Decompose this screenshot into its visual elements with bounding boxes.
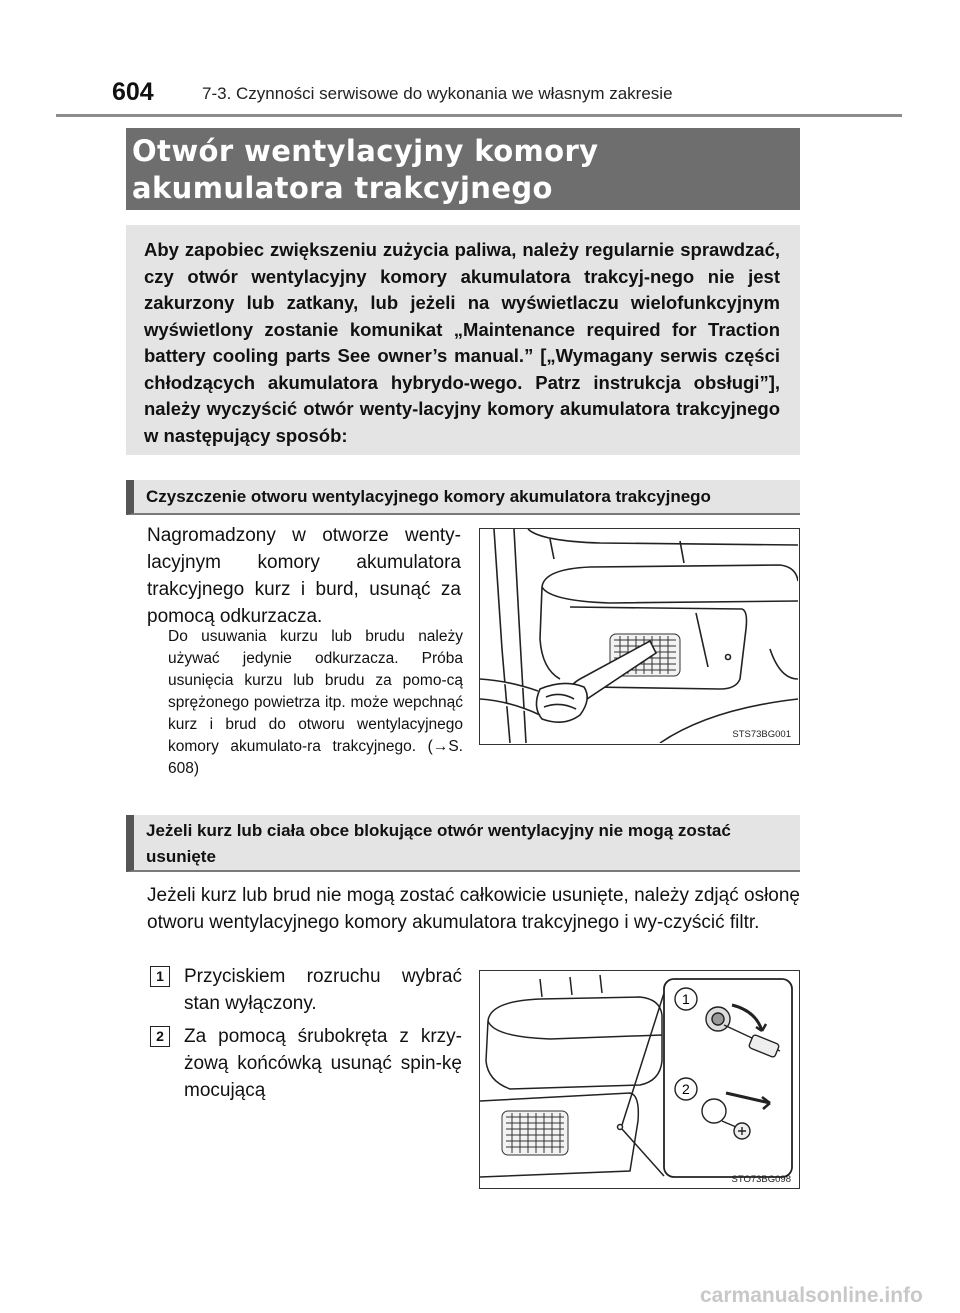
step-badge-1: 1 <box>150 966 170 987</box>
figure-code-2: STO73BG098 <box>731 1174 791 1185</box>
vacuum-illustration <box>480 529 798 743</box>
step-badge-2: 2 <box>150 1026 170 1047</box>
step-text-2: Za pomocą śrubokręta z krzy-żową końcówką usunąć spin-kę mocującą <box>184 1026 462 1101</box>
page-number: 604 <box>112 78 154 106</box>
figure-vacuum-cleaning <box>479 528 800 745</box>
vent-grille-2 <box>502 1111 568 1155</box>
callout-2: 2 <box>682 1081 690 1097</box>
watermark: carmanualsonline.info <box>700 1284 923 1307</box>
detail-inset <box>664 979 792 1177</box>
callout-1: 1 <box>682 991 690 1007</box>
step-text-1: Przyciskiem rozruchu wybrać stan wyłączony. <box>184 966 462 1014</box>
section-heading-cleaning: Czyszczenie otworu wentylacyjnego komory akumulatora trakcyjnego <box>126 480 800 515</box>
chapter-title: 7-3. Czynności serwisowe do wykonania we własnym zakresie <box>202 84 673 103</box>
section1-body: Nagromadzony w otworze wenty-lacyjnym komory akumulatora trakcyjnego kurz i burd, usunąć za pomocą odkurzacza. <box>147 525 461 627</box>
header-divider <box>56 114 902 117</box>
figure-code: STS73BG001 <box>732 729 791 740</box>
section-title-banner: Otwór wentylacyjny komory akumulatora trakcyjnego <box>126 128 800 210</box>
section2-body: Jeżeli kurz lub brud nie mogą zostać całkowicie usunięte, należy zdjąć osłonę otworu wentylacyjnego komory akumulatora trakcyjnego i wy-czyścić filtr. <box>147 885 800 933</box>
section1-note: Do usuwania kurzu lub brudu należy używać jedynie odkurzacza. Próba usunięcia kurzu lub brudu za pomo-cą sprężonego powietrza itp. może wepchnąć kurz i brud do otworu wentylacyjnego komory akumulato-ra trakcyjnego. (→S. 608) <box>168 628 463 777</box>
intro-text: Aby zapobiec zwiększeniu zużycia paliwa, należy regularnie sprawdzać, czy otwór wentylacyjny komory akumulatora trakcyj-nego nie jest zakurzony lub zatkany, lub jeżeli na wyświetlaczu wielofunkcyjnym wyświetlony zostanie komunikat „Maintenance required for Traction battery cooling parts See owner’s manual.” [„Wymagany serwis części chłodzących akumulatora hybrydo-wego. Patrz instrukcja obsługi”], należy wyczyścić otwór wenty-lacyjny komory akumulatora trakcyjnego w następujący sposób: <box>144 239 780 446</box>
clip-removal-illustration <box>480 971 798 1187</box>
section-heading-blocked: Jeżeli kurz lub ciała obce blokujące otwór wentylacyjny nie mogą zostać usunięte <box>126 815 800 872</box>
figure-clip-removal <box>479 970 800 1189</box>
intro-box <box>126 225 800 455</box>
